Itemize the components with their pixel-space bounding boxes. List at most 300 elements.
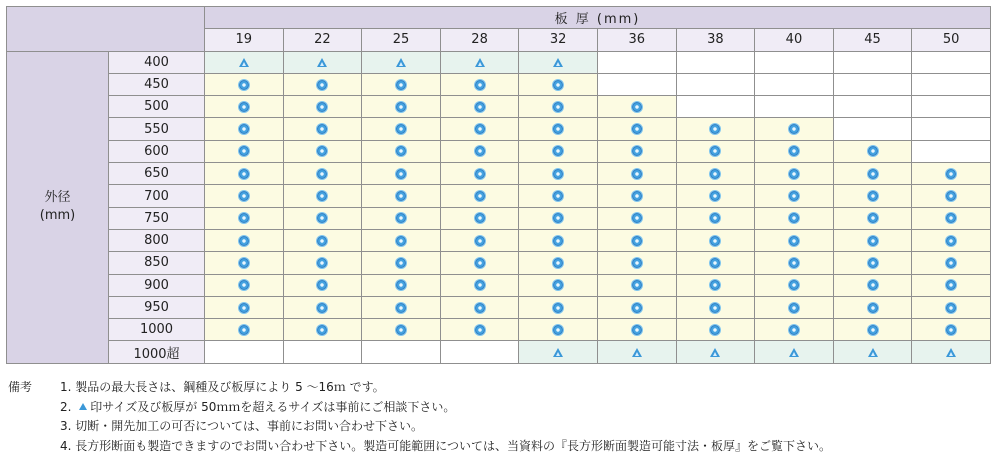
circle-mark-icon — [239, 146, 249, 156]
unavailable-cell — [912, 118, 991, 140]
thickness-col-45: 45 — [833, 29, 912, 51]
circle-mark-icon — [317, 124, 327, 134]
circle-mark-icon — [710, 213, 720, 223]
available-cell — [912, 274, 991, 296]
available-cell — [362, 319, 441, 341]
circle-mark-icon — [710, 191, 720, 201]
circle-mark-icon — [553, 258, 563, 268]
thickness-col-25: 25 — [362, 29, 441, 51]
header-row-title — [7, 7, 991, 29]
available-cell — [833, 274, 912, 296]
circle-mark-icon — [317, 325, 327, 335]
circle-mark-icon — [632, 102, 642, 112]
available-cell — [755, 296, 834, 318]
triangle-mark-icon — [946, 348, 956, 357]
header-corner — [7, 7, 205, 52]
circle-mark-icon — [632, 236, 642, 246]
available-cell — [755, 252, 834, 274]
available-cell — [833, 296, 912, 318]
triangle-mark-icon — [79, 403, 87, 410]
available-cell — [283, 118, 362, 140]
available-cell — [597, 319, 676, 341]
triangle-mark-icon — [239, 58, 249, 67]
available-cell — [440, 163, 519, 185]
available-cell — [755, 163, 834, 185]
circle-mark-icon — [553, 303, 563, 313]
circle-mark-icon — [789, 236, 799, 246]
circle-mark-icon — [475, 303, 485, 313]
circle-mark-icon — [868, 191, 878, 201]
available-cell — [597, 252, 676, 274]
available-cell — [205, 207, 284, 229]
available-cell — [912, 319, 991, 341]
circle-mark-icon — [317, 236, 327, 246]
available-cell — [676, 229, 755, 251]
circle-mark-icon — [553, 124, 563, 134]
diameter-label: 450 — [109, 73, 205, 95]
diameter-label: 800 — [109, 229, 205, 251]
circle-mark-icon — [710, 325, 720, 335]
available-cell — [912, 296, 991, 318]
available-cell — [912, 163, 991, 185]
circle-mark-icon — [946, 280, 956, 290]
circle-mark-icon — [317, 146, 327, 156]
circle-mark-icon — [396, 80, 406, 90]
triangle-mark-icon — [317, 58, 327, 67]
unavailable-cell — [597, 73, 676, 95]
available-cell — [597, 296, 676, 318]
circle-mark-icon — [868, 146, 878, 156]
unavailable-cell — [833, 51, 912, 73]
available-cell — [755, 140, 834, 162]
circle-mark-icon — [239, 236, 249, 246]
thickness-col-36: 36 — [597, 29, 676, 51]
circle-mark-icon — [789, 191, 799, 201]
available-cell — [597, 207, 676, 229]
circle-mark-icon — [475, 102, 485, 112]
circle-mark-icon — [317, 280, 327, 290]
available-cell — [519, 96, 598, 118]
circle-mark-icon — [710, 258, 720, 268]
circle-mark-icon — [710, 124, 720, 134]
circle-mark-icon — [475, 213, 485, 223]
available-cell — [912, 229, 991, 251]
available-cell — [283, 229, 362, 251]
circle-mark-icon — [553, 169, 563, 179]
available-cell — [519, 252, 598, 274]
outer-diameter-label-text: 外径 — [44, 190, 71, 206]
available-cell — [519, 140, 598, 162]
table-row — [7, 51, 991, 73]
available-cell — [755, 118, 834, 140]
circle-mark-icon — [239, 80, 249, 90]
table-body — [7, 51, 991, 363]
available-cell — [676, 274, 755, 296]
table-row — [7, 341, 991, 363]
table-row — [7, 73, 991, 95]
size-availability-table — [6, 6, 991, 364]
diameter-label: 1000 — [109, 319, 205, 341]
unavailable-cell — [755, 73, 834, 95]
unavailable-cell — [833, 96, 912, 118]
available-cell — [597, 140, 676, 162]
circle-mark-icon — [632, 325, 642, 335]
circle-mark-icon — [475, 124, 485, 134]
available-cell — [833, 252, 912, 274]
available-cell — [597, 163, 676, 185]
thickness-title: 板 厚 (mm) — [205, 7, 991, 29]
circle-mark-icon — [632, 303, 642, 313]
circle-mark-icon — [396, 325, 406, 335]
circle-mark-icon — [632, 280, 642, 290]
available-cell — [440, 229, 519, 251]
circle-mark-icon — [553, 213, 563, 223]
circle-mark-icon — [553, 236, 563, 246]
table-row — [7, 319, 991, 341]
available-cell — [283, 73, 362, 95]
available-cell — [362, 118, 441, 140]
available-cell — [833, 140, 912, 162]
diameter-label: 900 — [109, 274, 205, 296]
circle-mark-icon — [475, 236, 485, 246]
thickness-col-28: 28 — [440, 29, 519, 51]
available-cell — [833, 163, 912, 185]
circle-mark-icon — [239, 325, 249, 335]
circle-mark-icon — [317, 213, 327, 223]
unavailable-cell — [205, 341, 284, 363]
unavailable-cell — [676, 51, 755, 73]
unavailable-cell — [912, 73, 991, 95]
consult-cell — [283, 51, 362, 73]
diameter-label: 650 — [109, 163, 205, 185]
available-cell — [912, 207, 991, 229]
triangle-mark-icon — [710, 348, 720, 357]
available-cell — [205, 163, 284, 185]
available-cell — [362, 207, 441, 229]
available-cell — [283, 163, 362, 185]
circle-mark-icon — [396, 280, 406, 290]
available-cell — [362, 163, 441, 185]
available-cell — [205, 73, 284, 95]
available-cell — [597, 118, 676, 140]
table-row — [7, 229, 991, 251]
circle-mark-icon — [632, 146, 642, 156]
available-cell — [755, 185, 834, 207]
available-cell — [519, 163, 598, 185]
circle-mark-icon — [632, 258, 642, 268]
circle-mark-icon — [396, 236, 406, 246]
circle-mark-icon — [553, 146, 563, 156]
consult-cell — [362, 51, 441, 73]
notes-label: 備考 — [8, 380, 33, 394]
triangle-mark-icon — [789, 348, 799, 357]
unavailable-cell — [833, 73, 912, 95]
available-cell — [283, 319, 362, 341]
available-cell — [597, 229, 676, 251]
unavailable-cell — [676, 73, 755, 95]
circle-mark-icon — [632, 169, 642, 179]
circle-mark-icon — [868, 258, 878, 268]
diameter-label: 500 — [109, 96, 205, 118]
available-cell — [440, 207, 519, 229]
available-cell — [833, 207, 912, 229]
triangle-mark-icon — [868, 348, 878, 357]
notes-list — [60, 378, 990, 456]
circle-mark-icon — [396, 169, 406, 179]
unavailable-cell — [912, 51, 991, 73]
available-cell — [283, 185, 362, 207]
consult-cell — [519, 341, 598, 363]
triangle-mark-icon — [632, 348, 642, 357]
circle-mark-icon — [317, 303, 327, 313]
available-cell — [362, 96, 441, 118]
available-cell — [676, 319, 755, 341]
circle-mark-icon — [317, 102, 327, 112]
table-row — [7, 118, 991, 140]
circle-mark-icon — [710, 303, 720, 313]
diameter-label: 950 — [109, 296, 205, 318]
circle-mark-icon — [239, 169, 249, 179]
circle-mark-icon — [396, 102, 406, 112]
available-cell — [362, 274, 441, 296]
available-cell — [362, 140, 441, 162]
available-cell — [205, 319, 284, 341]
note-item-4: 4. 長方形断面も製造できますのでお問い合わせ下さい。製造可能範囲については、当資料の『長方形断面製造可能寸法・板厚』をご覧下さい。 — [60, 438, 832, 453]
available-cell — [755, 229, 834, 251]
available-cell — [283, 274, 362, 296]
diameter-label: 1000超 — [109, 341, 205, 363]
diameter-label: 750 — [109, 207, 205, 229]
table-row — [7, 252, 991, 274]
circle-mark-icon — [475, 325, 485, 335]
available-cell — [440, 274, 519, 296]
table-row — [7, 163, 991, 185]
circle-mark-icon — [946, 303, 956, 313]
note-item-2 — [60, 398, 990, 418]
available-cell — [205, 96, 284, 118]
unavailable-cell — [597, 51, 676, 73]
circle-mark-icon — [789, 325, 799, 335]
available-cell — [205, 296, 284, 318]
available-cell — [440, 140, 519, 162]
available-cell — [676, 185, 755, 207]
available-cell — [205, 229, 284, 251]
unavailable-cell — [440, 341, 519, 363]
available-cell — [597, 274, 676, 296]
unavailable-cell — [912, 140, 991, 162]
available-cell — [519, 118, 598, 140]
available-cell — [833, 185, 912, 207]
circle-mark-icon — [239, 191, 249, 201]
available-cell — [205, 140, 284, 162]
available-cell — [440, 73, 519, 95]
circle-mark-icon — [868, 303, 878, 313]
available-cell — [912, 185, 991, 207]
available-cell — [833, 319, 912, 341]
unavailable-cell — [676, 96, 755, 118]
circle-mark-icon — [239, 303, 249, 313]
diameter-label: 600 — [109, 140, 205, 162]
note-item-3: 3. 切断・開先加工の可否については、事前にお問い合わせ下さい。 — [60, 419, 424, 433]
triangle-mark-icon — [553, 348, 563, 357]
circle-mark-icon — [239, 102, 249, 112]
circle-mark-icon — [396, 191, 406, 201]
circle-mark-icon — [789, 280, 799, 290]
circle-mark-icon — [946, 236, 956, 246]
available-cell — [519, 319, 598, 341]
circle-mark-icon — [710, 280, 720, 290]
consult-cell — [912, 341, 991, 363]
circle-mark-icon — [553, 325, 563, 335]
table-row — [7, 140, 991, 162]
circle-mark-icon — [317, 80, 327, 90]
unavailable-cell — [833, 118, 912, 140]
circle-mark-icon — [946, 258, 956, 268]
thickness-col-38: 38 — [676, 29, 755, 51]
available-cell — [755, 319, 834, 341]
consult-cell — [833, 341, 912, 363]
circle-mark-icon — [789, 124, 799, 134]
circle-mark-icon — [239, 124, 249, 134]
circle-mark-icon — [475, 191, 485, 201]
circle-mark-icon — [632, 124, 642, 134]
available-cell — [519, 207, 598, 229]
circle-mark-icon — [868, 169, 878, 179]
circle-mark-icon — [946, 169, 956, 179]
circle-mark-icon — [317, 258, 327, 268]
table-row — [7, 185, 991, 207]
available-cell — [519, 296, 598, 318]
available-cell — [755, 207, 834, 229]
circle-mark-icon — [396, 258, 406, 268]
table-row — [7, 274, 991, 296]
diameter-label: 850 — [109, 252, 205, 274]
circle-mark-icon — [789, 146, 799, 156]
circle-mark-icon — [868, 280, 878, 290]
available-cell — [519, 229, 598, 251]
available-cell — [205, 185, 284, 207]
circle-mark-icon — [710, 169, 720, 179]
thickness-col-50: 50 — [912, 29, 991, 51]
available-cell — [440, 96, 519, 118]
circle-mark-icon — [317, 169, 327, 179]
note-item-1: 1. 製品の最大長さは、鋼種及び板厚により 5 ～16ｍ です。 — [60, 380, 385, 394]
diameter-label: 550 — [109, 118, 205, 140]
circle-mark-icon — [475, 146, 485, 156]
circle-mark-icon — [317, 191, 327, 201]
circle-mark-icon — [475, 169, 485, 179]
table-row — [7, 296, 991, 318]
consult-cell — [597, 341, 676, 363]
diameter-label: 700 — [109, 185, 205, 207]
consult-cell — [676, 341, 755, 363]
available-cell — [440, 118, 519, 140]
circle-mark-icon — [632, 213, 642, 223]
available-cell — [283, 252, 362, 274]
available-cell — [362, 252, 441, 274]
available-cell — [362, 73, 441, 95]
circle-mark-icon — [239, 280, 249, 290]
outer-diameter-unit: (mm) — [39, 208, 76, 224]
circle-mark-icon — [553, 102, 563, 112]
available-cell — [205, 252, 284, 274]
unavailable-cell — [755, 51, 834, 73]
consult-cell — [205, 51, 284, 73]
circle-mark-icon — [868, 325, 878, 335]
available-cell — [362, 229, 441, 251]
circle-mark-icon — [710, 236, 720, 246]
triangle-mark-icon — [396, 58, 406, 67]
available-cell — [362, 185, 441, 207]
available-cell — [440, 296, 519, 318]
circle-mark-icon — [868, 236, 878, 246]
available-cell — [283, 207, 362, 229]
available-cell — [676, 207, 755, 229]
circle-mark-icon — [946, 213, 956, 223]
circle-mark-icon — [789, 213, 799, 223]
note-item-2-text: 印サイズ及び板厚が 50ｍｍを超えるサイズは事前にご相談下さい。 — [90, 399, 456, 414]
circle-mark-icon — [396, 303, 406, 313]
circle-mark-icon — [946, 325, 956, 335]
circle-mark-icon — [946, 191, 956, 201]
thickness-col-22: 22 — [283, 29, 362, 51]
diameter-label: 400 — [109, 51, 205, 73]
circle-mark-icon — [239, 213, 249, 223]
unavailable-cell — [755, 96, 834, 118]
thickness-col-32: 32 — [519, 29, 598, 51]
available-cell — [440, 252, 519, 274]
circle-mark-icon — [396, 124, 406, 134]
circle-mark-icon — [553, 80, 563, 90]
note-item-2-prefix: 2. — [60, 399, 76, 414]
table-row — [7, 207, 991, 229]
available-cell — [912, 252, 991, 274]
unavailable-cell — [362, 341, 441, 363]
circle-mark-icon — [789, 258, 799, 268]
available-cell — [597, 185, 676, 207]
consult-cell — [440, 51, 519, 73]
available-cell — [676, 140, 755, 162]
outer-diameter-label — [7, 51, 109, 363]
available-cell — [755, 274, 834, 296]
circle-mark-icon — [632, 191, 642, 201]
available-cell — [362, 296, 441, 318]
available-cell — [283, 140, 362, 162]
available-cell — [676, 118, 755, 140]
circle-mark-icon — [475, 80, 485, 90]
circle-mark-icon — [789, 169, 799, 179]
table-row — [7, 96, 991, 118]
unavailable-cell — [283, 341, 362, 363]
thickness-col-40: 40 — [755, 29, 834, 51]
consult-cell — [755, 341, 834, 363]
consult-cell — [519, 51, 598, 73]
circle-mark-icon — [710, 146, 720, 156]
circle-mark-icon — [868, 213, 878, 223]
available-cell — [440, 319, 519, 341]
unavailable-cell — [912, 96, 991, 118]
available-cell — [440, 185, 519, 207]
available-cell — [283, 296, 362, 318]
circle-mark-icon — [396, 146, 406, 156]
available-cell — [519, 274, 598, 296]
circle-mark-icon — [475, 258, 485, 268]
available-cell — [833, 229, 912, 251]
available-cell — [676, 163, 755, 185]
circle-mark-icon — [239, 258, 249, 268]
available-cell — [519, 73, 598, 95]
circle-mark-icon — [789, 303, 799, 313]
